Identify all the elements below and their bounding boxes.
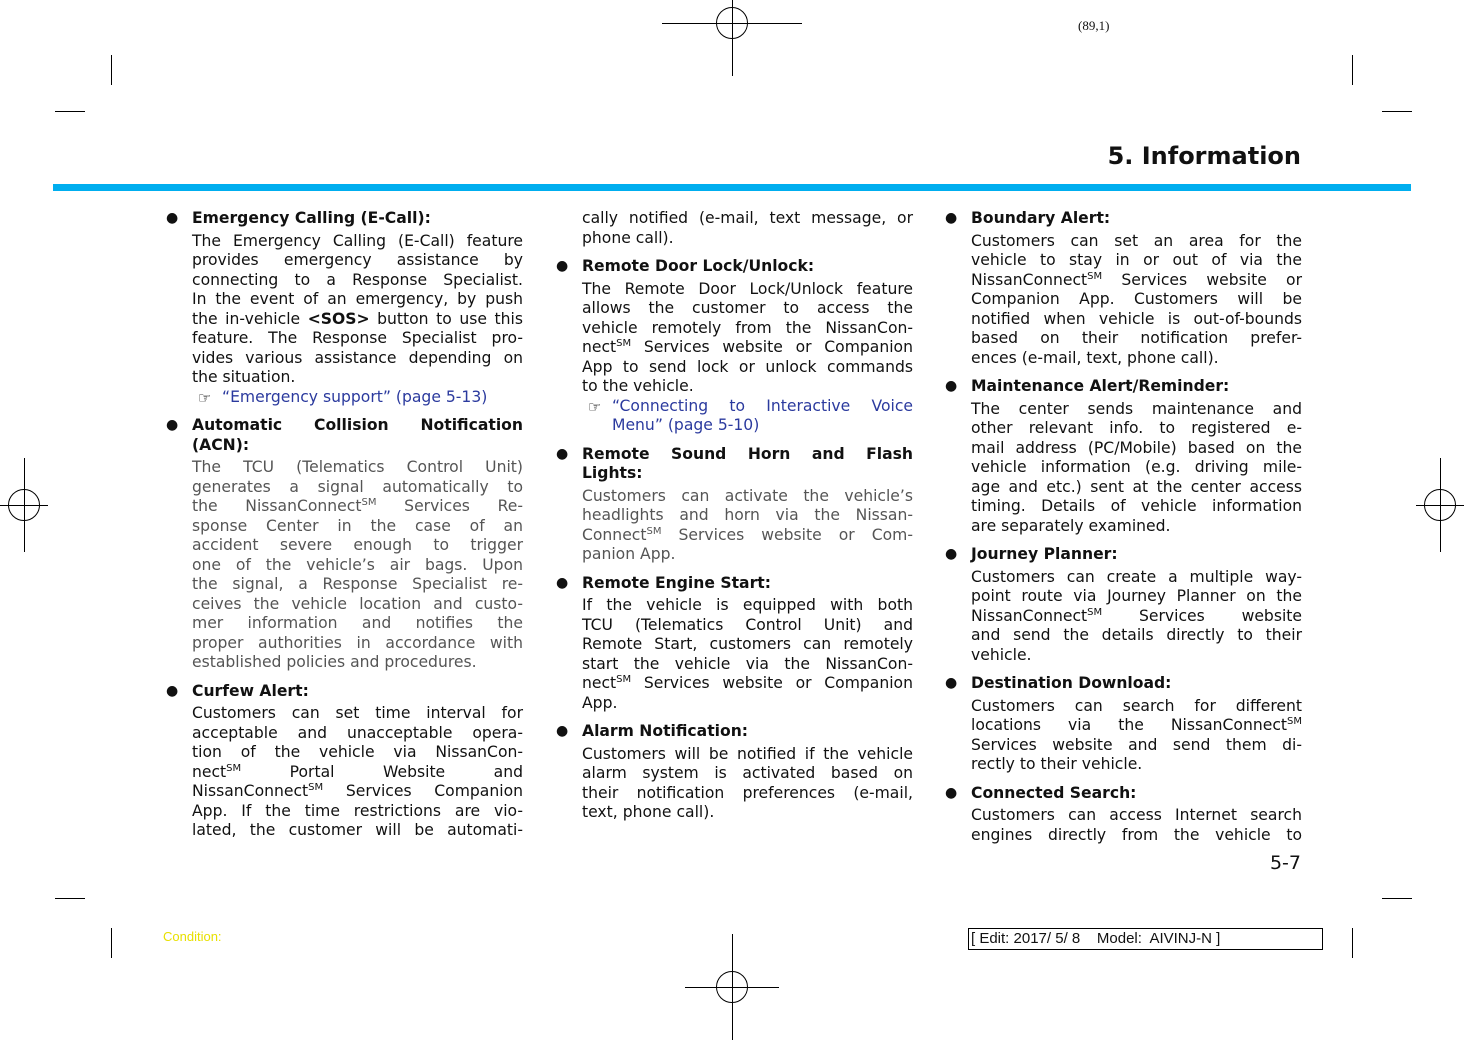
body-line: point route via Journey Planner on the — [971, 587, 1302, 605]
list-item — [556, 257, 913, 436]
body-line: NissanConnect℠ Services website or — [971, 270, 1302, 289]
body-line: lated, the customer will be automati- — [192, 821, 523, 839]
heading-line: Remote Engine Start: — [582, 573, 771, 592]
accent-bar — [53, 184, 1411, 191]
body-line: NissanConnect℠ Services Companion — [192, 781, 523, 800]
body-line: nect℠ Portal Website and — [192, 762, 523, 781]
list-item — [556, 444, 913, 565]
list-item — [166, 681, 523, 841]
reference-link[interactable]: ☞ “Connecting to Interactive Voice — [588, 396, 913, 416]
bullet-icon: ● — [556, 574, 569, 591]
body-line: proper authorities in accordance with — [192, 633, 523, 652]
body-line: accident severe enough to trigger — [192, 536, 523, 554]
body-line: timing. Details of vehicle information — [971, 497, 1302, 515]
body-line: mer information and notifies the — [192, 614, 523, 632]
body-line: text, phone call). — [582, 803, 715, 821]
list-item — [166, 209, 523, 407]
body-line: generates a signal automatically to — [192, 477, 523, 496]
body-line: cally notified (e-mail, text message, or — [582, 209, 913, 227]
list-item — [582, 209, 913, 248]
pointing-hand-icon: ☞ — [198, 388, 212, 407]
body-line: the signal, a Response Specialist re- — [192, 575, 523, 593]
bullet-icon: ● — [166, 417, 179, 433]
item-heading — [582, 257, 913, 277]
heading-line: (ACN): — [192, 435, 250, 454]
body-line: nect℠ Services website or Companion — [582, 337, 913, 356]
body-line: sponse Center in the case of an — [192, 516, 523, 535]
heading-line: Boundary Alert: — [971, 209, 1111, 227]
list-item — [945, 545, 1302, 665]
body-line: vehicle to stay in or out of via the — [971, 251, 1302, 269]
body-line: The Emergency Calling (E-Call) feature — [192, 231, 523, 250]
body-line: ceives the vehicle location and custo- — [192, 594, 523, 613]
body-line: feature. The Response Specialist pro- — [192, 329, 523, 347]
item-heading — [971, 784, 1302, 804]
item-heading — [971, 377, 1302, 397]
body-line: connecting to a Response Specialist. — [192, 270, 523, 289]
bullet-icon: ● — [945, 784, 958, 801]
item-heading — [582, 445, 913, 484]
page-reference: (89,1) — [1078, 18, 1110, 33]
body-line: provides emergency assistance by — [192, 251, 523, 269]
list-item — [556, 573, 913, 714]
body-line: vides various assistance depending on — [192, 348, 523, 367]
registration-mark-left — [1, 482, 47, 528]
item-heading — [582, 722, 913, 742]
body-line: notified when vehicle is out-of-bounds — [971, 309, 1302, 328]
crop-mark — [1382, 898, 1412, 899]
body-line: headlights and horn via the Nissan- — [582, 506, 913, 524]
item-heading — [971, 674, 1302, 694]
pointing-hand-icon: ☞ — [588, 397, 602, 416]
body-line: to the vehicle. — [582, 377, 694, 395]
body-line: Companion App. Customers will be — [971, 290, 1302, 308]
body-line: start the vehicle via the NissanCon- — [582, 654, 913, 673]
body-line: Customers will be notified if the vehicle — [582, 744, 913, 763]
body-line: based on their notification prefer- — [971, 329, 1302, 347]
bullet-icon: ● — [166, 210, 179, 226]
heading-line: Emergency Calling (E-Call): — [192, 209, 431, 227]
list-item — [945, 377, 1302, 536]
body-line: Customers can activate the vehicle’s — [582, 486, 913, 505]
heading-line: Journey Planner: — [971, 545, 1118, 563]
body-line: rectly to their vehicle. — [971, 755, 1143, 773]
body-line: their notification preferences (e-mail, — [582, 783, 913, 802]
body-line: one of the vehicle’s air bags. Upon — [192, 555, 523, 574]
body-line: other relevant info. to registered e- — [971, 419, 1302, 437]
body-line: locations via the NissanConnect℠ — [971, 715, 1302, 734]
body-line: Services website and send them di- — [971, 735, 1302, 754]
bullet-icon: ● — [945, 546, 958, 562]
heading-line: Alarm Notification: — [582, 722, 749, 740]
body-line: Customers can access Internet search — [971, 806, 1302, 824]
bullet-icon: ● — [945, 378, 958, 394]
bullet-icon: ● — [166, 682, 179, 699]
body-line: App. — [582, 693, 618, 712]
heading-line: Destination Download: — [971, 674, 1172, 692]
bullet-icon: ● — [556, 723, 569, 739]
page-number: 5-7 — [1269, 852, 1301, 874]
body-line: Customers can set time interval for — [192, 704, 523, 722]
bullet-icon: ● — [556, 445, 569, 462]
section-title: 5. Information — [1107, 142, 1301, 170]
body-line: allows the customer to access the — [582, 299, 913, 317]
list-item — [556, 722, 913, 823]
body-line: Customers can create a multiple way- — [971, 567, 1302, 586]
bullet-icon: ● — [556, 258, 569, 274]
item-heading — [582, 574, 913, 594]
body-line: alarm system is activated based on — [582, 764, 913, 782]
body-line: the situation. — [192, 368, 296, 386]
body-line: App. If the time restrictions are vio- — [192, 801, 523, 820]
column-right — [945, 209, 1302, 854]
body-line: mail address (PC/Mobile) based on the — [971, 438, 1302, 457]
item-heading — [192, 682, 523, 702]
body-line: age and etc.) sent at the center access — [971, 477, 1302, 496]
body-line: The TCU (Telematics Control Unit) — [192, 458, 523, 476]
bullet-icon: ● — [945, 675, 958, 691]
crop-mark — [1382, 111, 1412, 112]
heading-line: Remote Sound Horn and Flash — [582, 444, 913, 463]
body-line: established policies and procedures. — [192, 653, 477, 671]
condition-label: Condition: — [163, 929, 222, 944]
body-line: phone call). — [582, 228, 674, 247]
body-line: the NissanConnect℠ Services Re- — [192, 496, 523, 515]
edit-info-box: [ Edit: 2017/ 5/ 8 Model: AIVINJ-N ] — [968, 928, 1323, 950]
reference-link[interactable]: Menu” (page 5-10) — [612, 416, 760, 434]
crop-mark — [1352, 55, 1353, 85]
body-line: and send the details directly to their — [971, 626, 1302, 644]
column-left — [166, 209, 523, 850]
body-line: If the vehicle is equipped with both — [582, 596, 913, 614]
crop-mark — [111, 55, 112, 85]
body-line: the in-vehicle <SOS> button to use this — [192, 309, 523, 328]
column-middle — [556, 209, 913, 832]
body-line: vehicle information (e.g. driving mile- — [971, 458, 1302, 476]
heading-line: Automatic Collision Notification — [192, 416, 523, 434]
list-item — [945, 674, 1302, 775]
bullet-icon: ● — [945, 210, 958, 226]
body-line: nect℠ Services website or Companion — [582, 673, 913, 692]
crop-mark — [111, 928, 112, 958]
registration-mark-bottom — [709, 964, 755, 1010]
body-line: The Remote Door Lock/Unlock feature — [582, 279, 913, 298]
item-heading — [971, 209, 1302, 229]
registration-mark-top — [709, 0, 755, 46]
body-line: Customers can set an area for the — [971, 231, 1302, 250]
body-line: The center sends maintenance and — [971, 399, 1302, 418]
heading-line: Remote Door Lock/Unlock: — [582, 257, 815, 275]
body-line: NissanConnect℠ Services website — [971, 606, 1302, 625]
body-line: Connect℠ Services website or Com- — [582, 525, 913, 544]
crop-mark — [55, 111, 85, 112]
heading-line: Maintenance Alert/Reminder: — [971, 377, 1230, 395]
heading-line: Lights: — [582, 464, 643, 482]
heading-line: Connected Search: — [971, 783, 1137, 802]
reference-link[interactable]: ☞ “Emergency support” (page 5-13) — [198, 387, 488, 407]
body-line: engines directly from the vehicle to — [971, 825, 1302, 844]
item-heading — [192, 209, 523, 229]
body-line: Customers can search for different — [971, 696, 1302, 715]
body-line: TCU (Telematics Control Unit) and — [582, 615, 913, 634]
body-line: tion of the vehicle via NissanCon- — [192, 743, 523, 761]
body-line: Remote Start, customers can remotely — [582, 635, 913, 653]
body-line: panion App. — [582, 545, 676, 563]
body-line: acceptable and unacceptable opera- — [192, 723, 523, 742]
crop-mark — [55, 898, 85, 899]
body-line: are separately examined. — [971, 516, 1171, 535]
item-heading — [192, 416, 523, 455]
heading-line: Curfew Alert: — [192, 681, 309, 700]
list-item — [166, 416, 523, 673]
registration-mark-right — [1417, 482, 1463, 528]
item-heading — [971, 545, 1302, 565]
body-line: vehicle. — [971, 645, 1032, 664]
crop-mark — [1352, 928, 1353, 958]
body-line: ences (e-mail, text, phone call). — [971, 348, 1219, 367]
list-item — [945, 783, 1302, 846]
list-item — [945, 209, 1302, 368]
body-line: App to send lock or unlock commands — [582, 357, 913, 376]
body-line: vehicle remotely from the NissanCon- — [582, 318, 913, 337]
body-line: In the event of an emergency, by push — [192, 290, 523, 308]
